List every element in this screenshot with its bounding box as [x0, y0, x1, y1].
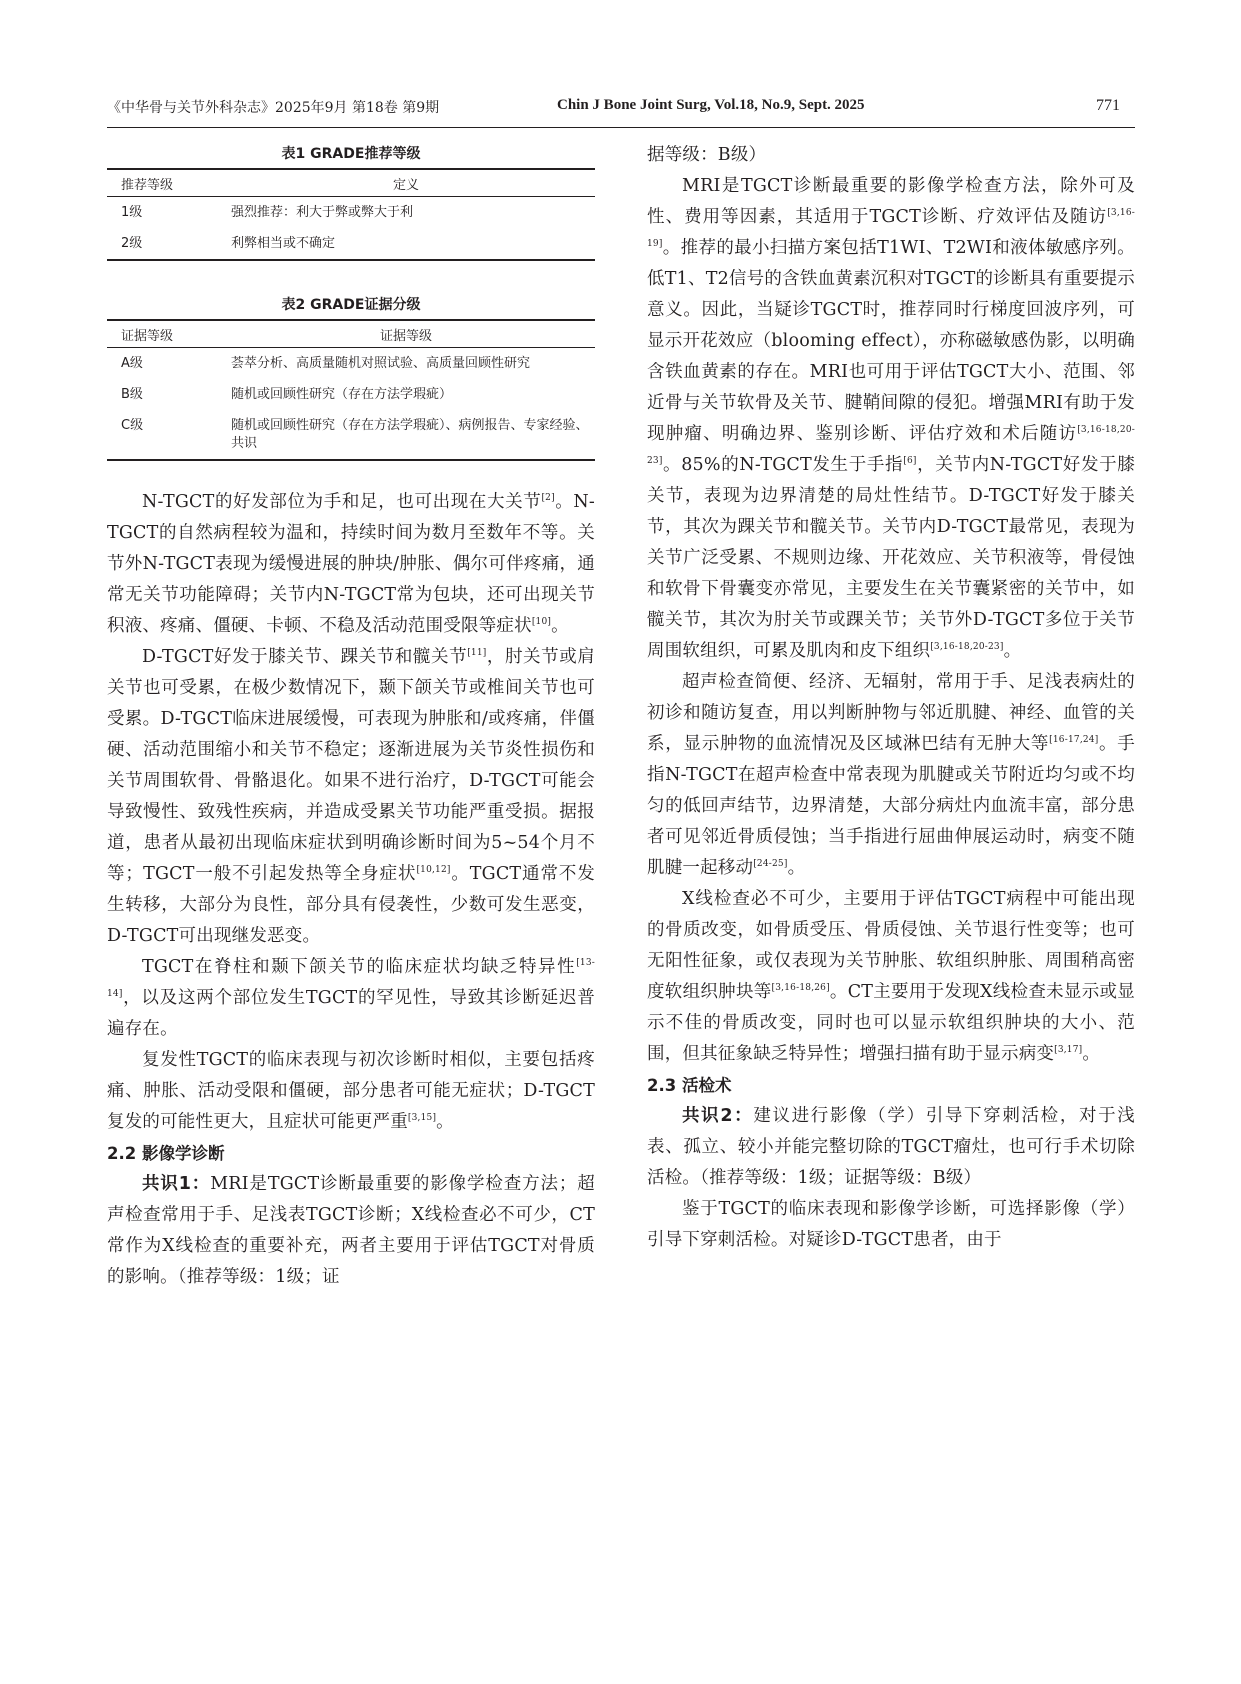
- consensus-label: 共识1：: [142, 1174, 211, 1194]
- citation[interactable]: [24-25]: [753, 859, 788, 870]
- journal-title-en: Chin J Bone Joint Surg, Vol.18, No.9, Sept. 2025: [557, 97, 865, 113]
- citation[interactable]: [3,15]: [407, 1113, 437, 1124]
- citation[interactable]: [6]: [903, 456, 917, 467]
- paragraph: MRI是TGCT诊断最重要的影像学检查方法，除外可及性、费用等因素，其适用于TGCT诊断、疗效评估及随访[3,16-19]。推荐的最小扫描方案包括T1WI、T2WI和液体敏感序列。低T1、T2信号的含铁血黄素沉积对TGCT的诊断具有重要提示意义。因此，当疑诊TGCT时，推荐同时行梯度回波序列，可显示开花效应（blooming effect），亦称磁敏感伪影，以明确含铁血黄素的存在。MRI也可用于评估TGCT大小、范围、邻近骨与关节软骨及关节、腱鞘间隙的侵犯。增强MRI有助于发现肿瘤、明确边界、鉴别诊断、评估疗效和术后随访[3,16-18,20-23]。85%的N-TGCT发生于手指[6]，关节内N-TGCT好发于膝关节，表现为边界清楚的局灶性结节。D-TGCT好发于膝关节，其次为踝关节和髋关节。关节内D-TGCT最常见，表现为关节广泛受累、不规则边缘、开花效应、关节积液等，骨侵蚀和软骨下骨囊变亦常见，主要发生在关节囊紧密的关节中，如髋关节，其次为肘关节或踝关节；关节外D-TGCT多位于关节周围软组织，可累及肌肉和皮下组织[3,16-18,20-23]。: [647, 176, 1135, 661]
- table-header-row: [107, 169, 595, 197]
- table1-caption: 表1 GRADE推荐等级: [281, 146, 421, 162]
- table-cell: 1级: [121, 205, 143, 220]
- consensus-label: 共识2：: [682, 1106, 754, 1126]
- table-cell: 2级: [121, 236, 143, 251]
- table-cell: 荟萃分析、高质量随机对照试验、高质量回顾性研究: [231, 356, 531, 371]
- page-number: 771: [1096, 97, 1120, 114]
- table-header-cell: 证据等级: [107, 320, 217, 348]
- table-header-cell: 定义: [217, 169, 595, 197]
- table-cell: 利弊相当或不确定: [231, 236, 336, 251]
- table-cell: A级: [121, 356, 143, 371]
- citation[interactable]: [10,12]: [416, 865, 451, 876]
- paragraph: 超声检查简便、经济、无辐射，常用于手、足浅表病灶的初诊和随访复查，用以判断肿物与邻近肌腱、神经、血管的关系，显示肿物的血流情况及区域淋巴结有无肿大等[16-17,24]。手指N-TGCT在超声检查中常表现为肌腱或关节附近均匀或不均匀的低回声结节，边界清楚，大部分病灶内血流丰富，部分患者可见邻近骨质侵蚀；当手指进行屈曲伸展运动时，病变不随肌腱一起移动[24-25]。: [647, 672, 1135, 878]
- consensus-paragraph: 共识2：建议进行影像（学）引导下穿刺活检，对于浅表、孤立、较小并能完整切除的TGCT瘤灶，也可行手术切除活检。（推荐等级：1级；证据等级：B级）: [647, 1106, 1135, 1188]
- citation[interactable]: [3,17]: [1054, 1045, 1083, 1056]
- table-cell: B级: [121, 387, 143, 402]
- table-cell: 强烈推荐：利大于弊或弊大于利: [231, 205, 414, 220]
- citation[interactable]: [13-14]: [107, 958, 595, 1000]
- table-row: [107, 228, 595, 260]
- table-row: [107, 197, 595, 229]
- table-row: [107, 410, 595, 460]
- table2: [107, 319, 595, 461]
- citation[interactable]: [11]: [467, 648, 487, 659]
- table-row: [107, 379, 595, 410]
- table-cell: 随机或回顾性研究（存在方法学瑕疵）、病例报告、专家经验、共识: [231, 418, 589, 451]
- section-heading: 2.2 影像学诊断: [107, 1144, 225, 1163]
- table-header-row: [107, 320, 595, 348]
- paragraph: TGCT在脊柱和颞下颌关节的临床症状均缺乏特异性[13-14]，以及这两个部位发生TGCT的罕见性，导致其诊断延迟普遍存在。: [107, 957, 595, 1039]
- citation[interactable]: [10]: [531, 617, 552, 628]
- journal-title-cn: 《中华骨与关节外科杂志》2025年9月 第18卷 第9期: [107, 100, 440, 116]
- citation[interactable]: [3,16-19]: [647, 208, 1135, 250]
- paragraph: 复发性TGCT的临床表现与初次诊断时相似，主要包括疼痛、肿胀、活动受限和僵硬，部分患者可能无症状；D-TGCT复发的可能性更大，且症状可能更严重[3,15]。: [107, 1050, 595, 1132]
- table2-caption: 表2 GRADE证据分级: [281, 297, 421, 313]
- citation[interactable]: [3,16-18,26]: [771, 983, 830, 994]
- consensus-paragraph: 共识1：MRI是TGCT诊断最重要的影像学检查方法；超声检查常用于手、足浅表TGCT诊断；X线检查必不可少，CT常作为X线检查的重要补充，两者主要用于评估TGCT对骨质的影响。（推荐等级：1级；证: [107, 1174, 595, 1287]
- paragraph: 鉴于TGCT的临床表现和影像学诊断，可选择影像（学）引导下穿刺活检。对疑诊D-TGCT患者，由于: [647, 1199, 1135, 1250]
- paragraph: X线检查必不可少，主要用于评估TGCT病程中可能出现的骨质改变，如骨质受压、骨质侵蚀、关节退行性变等；也可无阳性征象，或仅表现为关节肿胀、软组织肿胀、周围稍高密度软组织肿块等[3,16-18,26]。CT主要用于发现X线检查未显示或显示不佳的骨质改变，同时也可以显示软组织肿块的大小、范围，但其征象缺乏特异性；增强扫描有助于显示病变[3,17]。: [647, 889, 1135, 1064]
- table-cell: C级: [121, 418, 144, 433]
- left-column: [107, 140, 595, 1293]
- citation[interactable]: [16-17,24]: [1049, 735, 1099, 746]
- paragraph: N-TGCT的好发部位为手和足，也可出现在大关节[2]。N-TGCT的自然病程较为温和，持续时间为数月至数年不等。关节外N-TGCT表现为缓慢进展的肿块/肿胀、偶尔可伴疼痛，通常无关节功能障碍；关节内N-TGCT常为包块，还可出现关节积液、疼痛、僵硬、卡顿、不稳及活动范围受限等症状[10]。: [107, 492, 595, 636]
- header-rule: [107, 127, 1135, 128]
- section-heading: 2.3 活检术: [647, 1076, 732, 1095]
- citation[interactable]: [2]: [541, 493, 555, 504]
- citation[interactable]: [3,16-18,20-23]: [647, 425, 1135, 467]
- table-row: [107, 348, 595, 380]
- table-header-cell: 证据等级: [217, 320, 595, 348]
- table1: [107, 168, 595, 261]
- paragraph: D-TGCT好发于膝关节、踝关节和髋关节[11]，肘关节或肩关节也可受累，在极少数情况下，颞下颌关节或椎间关节也可受累。D-TGCT临床进展缓慢，可表现为肿胀和/或疼痛，伴僵硬、活动范围缩小和关节不稳定；逐渐进展为关节炎性损伤和关节周围软骨、骨骼退化。如果不进行治疗，D-TGCT可能会导致慢性、致残性疾病，并造成受累关节功能严重受损。据报道，患者从最初出现临床症状到明确诊断时间为5~54个月不等；TGCT一般不引起发热等全身症状[10,12]。TGCT通常不发生转移，大部分为良性，部分具有侵袭性，少数可发生恶变，D-TGCT可出现继发恶变。: [107, 647, 595, 946]
- paragraph-continuation: 据等级：B级）: [647, 145, 767, 165]
- citation[interactable]: [3,16-18,20-23]: [930, 642, 1004, 653]
- right-column: [647, 140, 1135, 1256]
- table-header-cell: 推荐等级: [107, 169, 217, 197]
- table-cell: 随机或回顾性研究（存在方法学瑕疵）: [231, 387, 453, 402]
